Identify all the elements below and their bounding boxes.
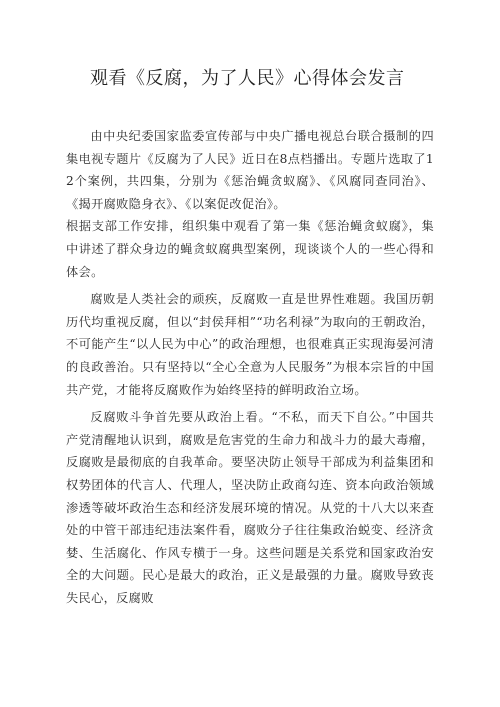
paragraph-political-view: 反腐败斗争首先要从政治上看。“不私，而天下自公。”中国共产党清醒地认识到，腐败是危害党的生命力和战斗力的最大毒瘤，反腐败是最彻底的自我革命。要坚决防止领导干部成为利益集团和权势团体的代言人、代理人，坚决防止政商勾连、资本向政治领域渗透等破坏政治生态和经济发展环境的情况。从党的十八大以来查处的中管干部违纪违法案件看，腐败分子往往集政治蜕变、经济贪婪、生活腐化、作风专横于一身。这些问题是关系党和国家政治安全的大问题。民心是最大的政治，正义是最强的力量。腐败导致丧失民心，反腐败 — [66, 410, 434, 605]
paragraph-corruption-history: 腐败是人类社会的顽疾，反腐败一直是世界性难题。我国历朝历代均重视反腐，但以“封侯拜相”“功名利禄”为取向的王朝政治，不可能产生“以人民为中心”的政治理想，也很难真正实现海晏河清的良政善治。只有坚持以“全心全意为人民服务”为根本宗旨的中国共产党，才能将反腐败作为始终坚持的鲜明政治立场。 — [66, 292, 434, 397]
paragraph-intro: 由中央纪委国家监委宣传部与中央广播电视总台联合摄制的四集电视专题片《反腐为了人民》近日在8点档播出。专题片选取了12个案例，共四集，分别为《惩治蝇贪蚁腐》、《风腐同查同治》、《揭开腐败隐身衣》、《以案促改促治》。 — [66, 129, 434, 211]
document-body — [66, 125, 434, 609]
document-title: 观看《反腐，为了人民》心得体会发言 — [90, 68, 405, 89]
paragraph-arrangement: 根据支部工作安排，组织集中观看了第一集《惩治蝇贪蚁腐》，集中讲述了群众身边的蝇贪蚁腐典型案例，现谈谈个人的一些心得和体会。 — [66, 219, 434, 279]
